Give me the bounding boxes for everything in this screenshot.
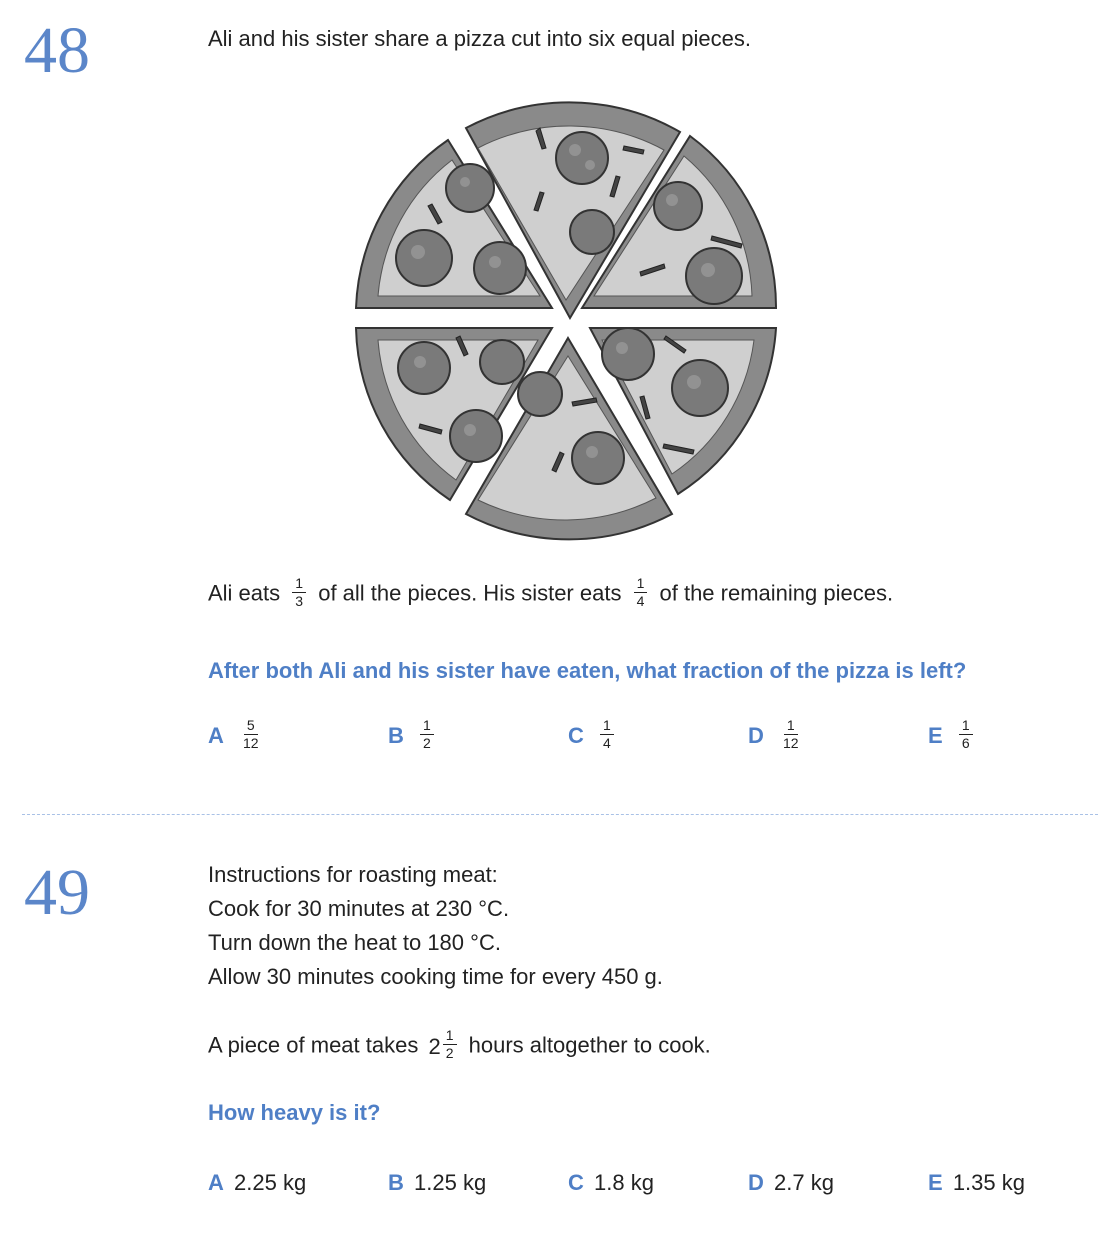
q49-line-4: Allow 30 minutes cooking time for every 450 g. <box>208 964 663 989</box>
fraction-denominator: 2 <box>445 1045 454 1062</box>
option-value: 1.25 kg <box>414 1170 487 1195</box>
option-fraction <box>420 718 434 752</box>
q48-option-e[interactable] <box>928 717 979 754</box>
statement-text-3: of the remaining pieces. <box>659 580 894 606</box>
fraction-one-third <box>292 576 306 610</box>
fraction-numerator: 5 <box>244 718 258 735</box>
q48-option-d[interactable] <box>748 717 808 754</box>
option-value: 1.35 kg <box>952 1170 1025 1195</box>
q49-option-c[interactable] <box>568 1170 654 1196</box>
option-letter: B <box>388 1170 404 1195</box>
q49-question: How heavy is it? <box>208 1100 381 1125</box>
statement-text-1: A piece of meat takes <box>208 1032 419 1058</box>
option-letter: C <box>568 722 584 748</box>
q49-line-2: Cook for 30 minutes at 230 °C. <box>208 896 510 921</box>
fraction-numerator: 1 <box>420 718 434 735</box>
question-number-49: 49 <box>24 856 90 929</box>
fraction-denominator: 12 <box>783 735 799 752</box>
fraction-numerator: 1 <box>959 718 973 735</box>
option-letter: E <box>928 722 943 748</box>
fraction-denominator: 2 <box>423 735 431 752</box>
statement-text-2: of all the pieces. His sister eats <box>318 580 622 606</box>
option-value: 2.7 kg <box>774 1170 834 1195</box>
q49-statement <box>208 1027 711 1064</box>
mixed-fraction <box>443 1028 457 1062</box>
fraction-numerator: 1 <box>600 718 614 735</box>
fraction-numerator: 1 <box>634 576 648 593</box>
option-value: 1.8 kg <box>594 1170 654 1195</box>
q49-line-1: Instructions for roasting meat: <box>208 862 498 887</box>
q48-option-a[interactable] <box>208 717 268 754</box>
q48-intro: Ali and his sister share a pizza cut into six equal pieces. <box>208 26 751 51</box>
statement-text-2: hours altogether to cook. <box>468 1032 711 1058</box>
fraction-numerator: 1 <box>292 576 306 593</box>
option-value: 2.25 kg <box>234 1170 307 1195</box>
mixed-number <box>424 1027 462 1064</box>
option-letter: E <box>928 1170 943 1195</box>
section-divider <box>22 814 1098 815</box>
q48-statement <box>208 575 894 612</box>
statement-text-1: Ali eats <box>208 580 281 606</box>
q49-option-e[interactable] <box>928 1170 1025 1196</box>
option-fraction <box>959 718 973 752</box>
pizza-illustration <box>0 0 1098 560</box>
option-fraction <box>240 718 262 752</box>
option-letter: D <box>748 722 764 748</box>
option-letter: B <box>388 722 404 748</box>
q48-option-c[interactable] <box>568 717 620 754</box>
option-letter: D <box>748 1170 764 1195</box>
fraction-denominator: 4 <box>603 735 611 752</box>
fraction-numerator: 1 <box>784 718 798 735</box>
option-letter: A <box>208 1170 224 1195</box>
option-letter: A <box>208 722 224 748</box>
fraction-numerator: 1 <box>443 1028 457 1045</box>
option-fraction <box>780 718 802 752</box>
q49-option-b[interactable] <box>388 1170 486 1196</box>
fraction-denominator: 6 <box>961 735 970 752</box>
option-letter: C <box>568 1170 584 1195</box>
fraction-one-quarter <box>634 576 648 610</box>
fraction-denominator: 12 <box>243 735 259 752</box>
q49-option-a[interactable] <box>208 1170 306 1196</box>
option-fraction <box>600 718 614 752</box>
q48-question: After both Ali and his sister have eaten, what fraction of the pizza is left? <box>208 658 967 683</box>
q49-option-d[interactable] <box>748 1170 834 1196</box>
q49-line-3: Turn down the heat to 180 °C. <box>208 930 501 955</box>
q48-option-b[interactable] <box>388 717 440 754</box>
question-number-48: 48 <box>24 14 90 87</box>
mixed-whole: 2 <box>428 1033 441 1059</box>
fraction-denominator: 4 <box>636 593 645 610</box>
fraction-denominator: 3 <box>295 593 304 610</box>
